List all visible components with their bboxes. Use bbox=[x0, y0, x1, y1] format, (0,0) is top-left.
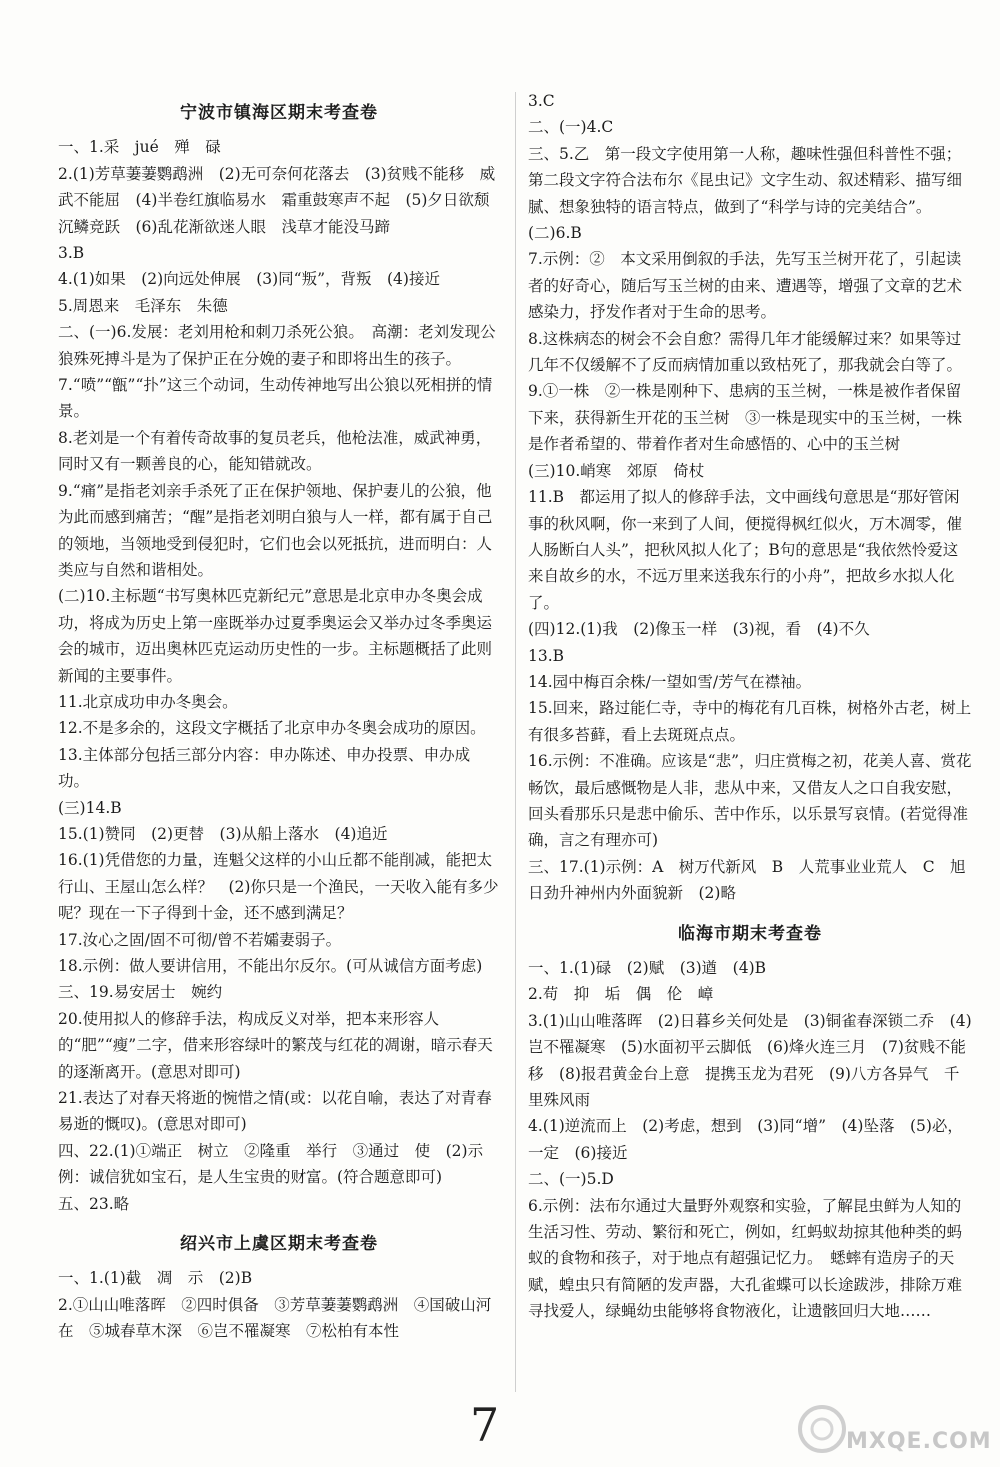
answer-line: 7.“喷”“甑”“扑”这三个动词，生动传神地写出公狼以死相拼的情景。 bbox=[58, 376, 493, 421]
right-column bbox=[528, 88, 972, 1325]
answer-line: 三、17.(1)示例：A 树万代新风 B 人荒事业业荒人 C 旭日劲升神州内外面貌新 (2)略 bbox=[528, 857, 966, 903]
answer-line: 2.①山山唯落晖 ②四时俱备 ③芳草萋萋鹦鹉洲 ④国破山河在 ⑤城春草木深 ⑥岂不罹凝寒 ⑦松柏有本性 bbox=[58, 1295, 492, 1341]
answer-line: 13.B bbox=[528, 646, 565, 665]
answer-line: 8.这株病态的树会不会自愈？需得几年才能缓解过来？如果等过几年不仅缓解不了反而病情加重以致枯死了，那我就会白等了。 bbox=[528, 329, 963, 375]
answer-line: 3.C bbox=[528, 92, 555, 110]
answer-line: 2.(1)芳草萋萋鹦鹉洲 (2)无可奈何花落去 (3)贫贱不能移 威武不能屈 (4)半卷红旗临易水 霜重鼓寒声不起 (5)夕日欲颓 沉鳞竞跃 (6)乱花渐欲迷人眼 浅草才能没马蹄 bbox=[58, 164, 505, 236]
answer-line: 9.①一株 ②一株是刚种下、患病的玉兰树，一株是被作者保留下来，获得新生开花的玉兰树 ③一株是现实中的玉兰树，一株是作者希望的、带着作者对生命感悟的、心中的玉兰树 bbox=[528, 382, 963, 454]
answer-line: 14.园中梅百余株/一望如雪/芳气在襟袖。 bbox=[528, 672, 812, 691]
answer-line: (三)14.B bbox=[58, 798, 122, 817]
answer-line: 9.“痛”是指老刘亲手杀死了正在保护领地、保护妻儿的公狼，他为此而感到痛苦；“醒”是指老刘明白狼与人一样，都有属于自己的领地，当领地受到侵犯时，它们也会以死抵抗，进而明白：人类应与自然和谐相处。 bbox=[58, 481, 493, 579]
answer-line: (三)10.峭寒 郊原 倚杖 bbox=[528, 461, 705, 480]
answer-line: 16.示例：不准确。应该是“悲”，归庄赏梅之初，花美人喜、赏花畅饮，最后感慨物是人非，悲从中来，又借友人之口自我安慰，回头看那乐只是悲中偷乐、苦中作乐，以乐景写哀情。(若觉得准确，言之有理亦可) bbox=[528, 752, 972, 850]
answer-line: 8.老刘是一个有着传奇故事的复员老兵，他枪法准，威武神勇，同时又有一颗善良的心，能知错就改。 bbox=[58, 428, 492, 474]
answer-line: 7.示例：② 本文采用倒叙的手法，先写玉兰树开花了，引起读者的好奇心，随后写玉兰树的由来、遭遇等，增强了文章的艺术感染力，抒发作者对于生命的思考。 bbox=[528, 250, 963, 322]
answer-line: 3.(1)山山唯落晖 (2)日暮乡关何处是 (3)铜雀春深锁二乔 (4)岂不罹凝寒 (5)水面初平云脚低 (6)烽火连三月 (7)贫贱不能移 (8)报君黄金台上意 提携玉龙为君死 (9)八方各异气 千里殊风雨 bbox=[528, 1011, 972, 1110]
answer-line: 一、1.(1)截 凋 示 (2)B bbox=[58, 1269, 253, 1288]
answer-line: 15.回来，路过能仁寺，寺中的梅花有几百株，树格外古老，树上有很多苔藓，看上去斑斑点点。 bbox=[528, 699, 972, 744]
answer-line: 五、23.略 bbox=[58, 1194, 130, 1213]
answer-line: (二)6.B bbox=[528, 224, 582, 243]
answer-line: 11.B 都运用了拟人的修辞手法，文中画线句意思是“那好管闲事的秋风啊，你一来到了人间，便搅得枫红似火，万木凋零，催人肠断白人头”，把秋风拟人化了；B句的意思是“我依然怜爱这来自故乡的水，不远万里来送我东行的小舟”，把故乡水拟人化了。 bbox=[528, 488, 963, 612]
answer-line: 二、(一)4.C bbox=[528, 118, 614, 137]
page-number: 7 bbox=[470, 1398, 500, 1452]
answer-line: 17.汝心之固/固不可彻/曾不若孀妻弱子。 bbox=[58, 930, 342, 949]
answer-line: 二、(一)6.发展：老刘用枪和刺刀杀死公狼。 高潮：老刘发现公狼殊死搏斗是为了保护正在分娩的妻子和即将出生的孩子。 bbox=[58, 323, 496, 368]
answer-line: 4.(1)逆流而上 (2)考虑，想到 (3)同“增” (4)坠落 (5)必，一定 (6)接近 bbox=[528, 1117, 963, 1162]
watermark bbox=[792, 1399, 992, 1457]
section-title-ningbo: 宁波市镇海区期末考查卷 bbox=[180, 103, 378, 123]
section-title-linhai: 临海市期末考查卷 bbox=[678, 923, 822, 944]
answer-line: 2.苟 抑 垢 偶 伦 嶂 bbox=[528, 985, 714, 1004]
answer-line: (二)10.主标题“书写奥林匹克新纪元”意思是北京申办冬奥会成功，将成为历史上第一座既举办过夏季奥运会又举办过冬季奥运会的城市，迈出奥林匹克运动历史性的一步。主标题概括了此则新闻的主要事件。 bbox=[58, 587, 493, 685]
answer-line: 20.使用拟人的修辞手法，构成反义对举，把本来形容人的“肥”“瘦”二字，借来形容绿叶的繁茂与红花的凋谢，暗示春天的逐渐离开。(意思对即可) bbox=[58, 1009, 493, 1081]
answer-line: 一、1.采 jué 殚 碌 bbox=[58, 138, 221, 157]
answer-line: 5.周恩来 毛泽东 朱德 bbox=[58, 296, 228, 315]
answer-line: 15.(1)赞同 (2)更替 (3)从船上落水 (4)追近 bbox=[58, 824, 388, 843]
answer-line: (四)12.(1)我 (2)像玉一样 (3)视，看 (4)不久 bbox=[528, 620, 870, 639]
answer-line: 21.表达了对春天将逝的惋惜之情(或：以花自喻，表达了对青春易逝的慨叹)。(意思对即可) bbox=[58, 1089, 492, 1134]
answer-line: 6.示例：法布尔通过大量野外观察和实验，了解昆虫鲜为人知的生活习性、劳动、繁衍和死亡，例如，红蚂蚁劫掠其他种类的蚂蚁的食物和孩子，对于地点有超强记忆力。 蟋蟀有造房子的天赋，蝗虫只有简陋的发声器，大孔雀蝶可以长途跋涉，排除万难寻找爱人，绿蝇幼虫能够将食物液化，让遗骸回归大地…… bbox=[528, 1196, 963, 1321]
answer-line: 4.(1)如果 (2)向远处伸展 (3)同“叛”，背叛 (4)接近 bbox=[58, 270, 440, 289]
answer-line: 11.北京成功申办冬奥会。 bbox=[58, 692, 238, 711]
watermark-text: MXQE.COM bbox=[846, 1429, 992, 1454]
section-title-shaoxing: 绍兴市上虞区期末考查卷 bbox=[180, 1234, 378, 1255]
answer-line: 三、19.易安居士 婉约 bbox=[58, 983, 223, 1002]
answer-line: 一、1.(1)碌 (2)赋 (3)遒 (4)B bbox=[528, 959, 767, 977]
column-divider bbox=[515, 92, 516, 1392]
answer-line: 三、5.乙 第一段文字使用第一人称，趣味性强但科普性不强；第二段文字符合法布尔《昆虫记》文字生动、叙述精彩、描写细腻、想象独特的语言特点，做到了“科学与诗的完美结合”。 bbox=[528, 144, 963, 216]
answer-line: 12.不是多余的，这段文字概括了北京申办冬奥会成功的原因。 bbox=[58, 719, 486, 738]
answer-line: 18.示例：做人要讲信用，不能出尔反尔。(可从诚信方面考虑) bbox=[58, 957, 483, 975]
answer-line: 16.(1)凭借您的力量，连魁父这样的小山丘都不能削减，能把太行山、王屋山怎么样？ (2)你只是一个渔民，一天收入能有多少呢？现在一下子得到十金，还不感到满足？ bbox=[58, 851, 499, 923]
answer-line: 13.主体部分包括三部分内容：申办陈述、申办投票、申办成功。 bbox=[58, 745, 471, 791]
answer-line: 3.B bbox=[58, 244, 85, 263]
left-column bbox=[58, 90, 505, 1345]
answer-line: 二、(一)5.D bbox=[528, 1170, 614, 1189]
answer-line: 四、22.(1)①端正 树立 ②隆重 举行 ③通过 使 (2)示例：诚信犹如宝石，是人生宝贵的财富。(符合题意即可) bbox=[58, 1141, 484, 1187]
